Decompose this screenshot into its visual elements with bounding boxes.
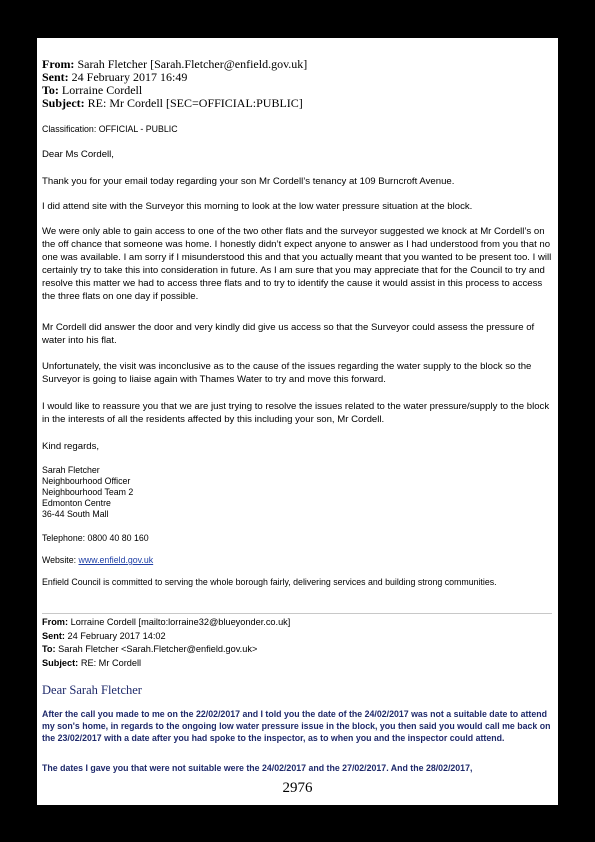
salutation-2: Dear Sarah Fletcher	[42, 683, 142, 697]
signature-address: 36-44 South Mall	[42, 509, 109, 519]
website-label: Website:	[42, 555, 79, 565]
email2-header	[42, 616, 290, 670]
email2-paragraph-1: After the call you made to me on the 22/02/2017 and I told you the date of the 24/02/2017 was not a suitable date to attend my son's home, in regards to the ongoing low water pressure issue in the block, you then said you would call me back on the 23/02/2017 with a date after you had spoke to the inspector, as to when you and the inspector could attend.	[42, 709, 551, 744]
email2-paragraph-2: The dates I gave you that were not suitable were the 24/02/2017 and the 27/02/2017. And the 28/02/2017,	[42, 763, 473, 773]
subject-value-2: RE: Mr Cordell	[80, 657, 142, 668]
subject-label-2: Subject:	[42, 657, 79, 668]
website-line	[42, 555, 554, 566]
classification: Classification: OFFICIAL - PUBLIC	[42, 124, 178, 134]
website-link[interactable]: www.enfield.gov.uk	[78, 555, 154, 565]
to-label-2: To:	[42, 644, 56, 654]
page-number: 2976	[282, 780, 313, 796]
signature-team: Neighbourhood Team 2	[42, 487, 134, 497]
salutation: Dear Ms Cordell,	[42, 149, 114, 160]
signature-block	[42, 465, 554, 520]
sent-label-2: Sent:	[42, 630, 65, 641]
from-value: Sarah Fletcher [Sarah.Fletcher@enfield.gov.uk]	[77, 57, 308, 71]
to-value-2: Sarah Fletcher <Sarah.Fletcher@enfield.gov.uk>	[58, 644, 258, 654]
council-footer: Enfield Council is committed to serving the whole borough fairly, delivering services and building strong communities.	[42, 577, 497, 587]
sent-value-2: 24 February 2017 14:02	[67, 630, 166, 641]
to-value: Lorraine Cordell	[61, 83, 143, 97]
paragraph-4: Mr Cordell did answer the door and very kindly did give us access so that the Surveyor could assess the pressure of water into his flat.	[42, 322, 535, 346]
sent-label: Sent:	[42, 70, 69, 84]
signature-name: Sarah Fletcher	[42, 465, 100, 475]
from-label: From:	[42, 57, 75, 71]
subject-label: Subject:	[42, 96, 85, 110]
paragraph-5: Unfortunately, the visit was inconclusive as to the cause of the issues regarding the water supply to the block so the Surveyor is going to liaise again with Thames Water to try and move this forward.	[42, 361, 532, 385]
from-label-2: From:	[42, 617, 69, 627]
email1-header	[42, 58, 307, 110]
divider	[42, 613, 552, 614]
paragraph-6: I would like to reassure you that we are just trying to resolve the issues related to the water pressure/supply to the block in the interests of all the residents affected by this including your son, Mr Cordell.	[42, 401, 550, 425]
signature-role: Neighbourhood Officer	[42, 476, 131, 486]
document-page	[37, 38, 558, 805]
paragraph-1: Thank you for your email today regarding your son Mr Cordell’s tenancy at 109 Burncroft Avenue.	[42, 176, 455, 187]
paragraph-3: We were only able to gain access to one of the two other flats and the surveyor suggested we knock at Mr Cordell’s on the off chance that someone was home. I honestly didn’t expect anyone to answer as I had understood from you that no one was available. I am sorry if I misunderstood this and that you actually meant that you wanted to be present too. I will certainly try to take this into consideration in future. As I am sure that you may appreciate that for the Council to try and resolve this matter we had to access three flats and to try to identify the cause it would assist in this process to access the three flats on one day if possible.	[42, 226, 552, 302]
subject-value: RE: Mr Cordell [SEC=OFFICIAL:PUBLIC]	[87, 96, 303, 110]
sent-value: 24 February 2017 16:49	[71, 70, 188, 84]
signoff: Kind regards,	[42, 441, 100, 452]
signature-office: Edmonton Centre	[42, 498, 111, 508]
paragraph-2: I did attend site with the Surveyor this morning to look at the low water pressure situation at the block.	[42, 201, 473, 212]
to-label: To:	[42, 83, 59, 97]
from-value-2: Lorraine Cordell [mailto:lorraine32@blueyonder.co.uk]	[70, 617, 291, 627]
telephone: Telephone: 0800 40 80 160	[42, 533, 149, 543]
